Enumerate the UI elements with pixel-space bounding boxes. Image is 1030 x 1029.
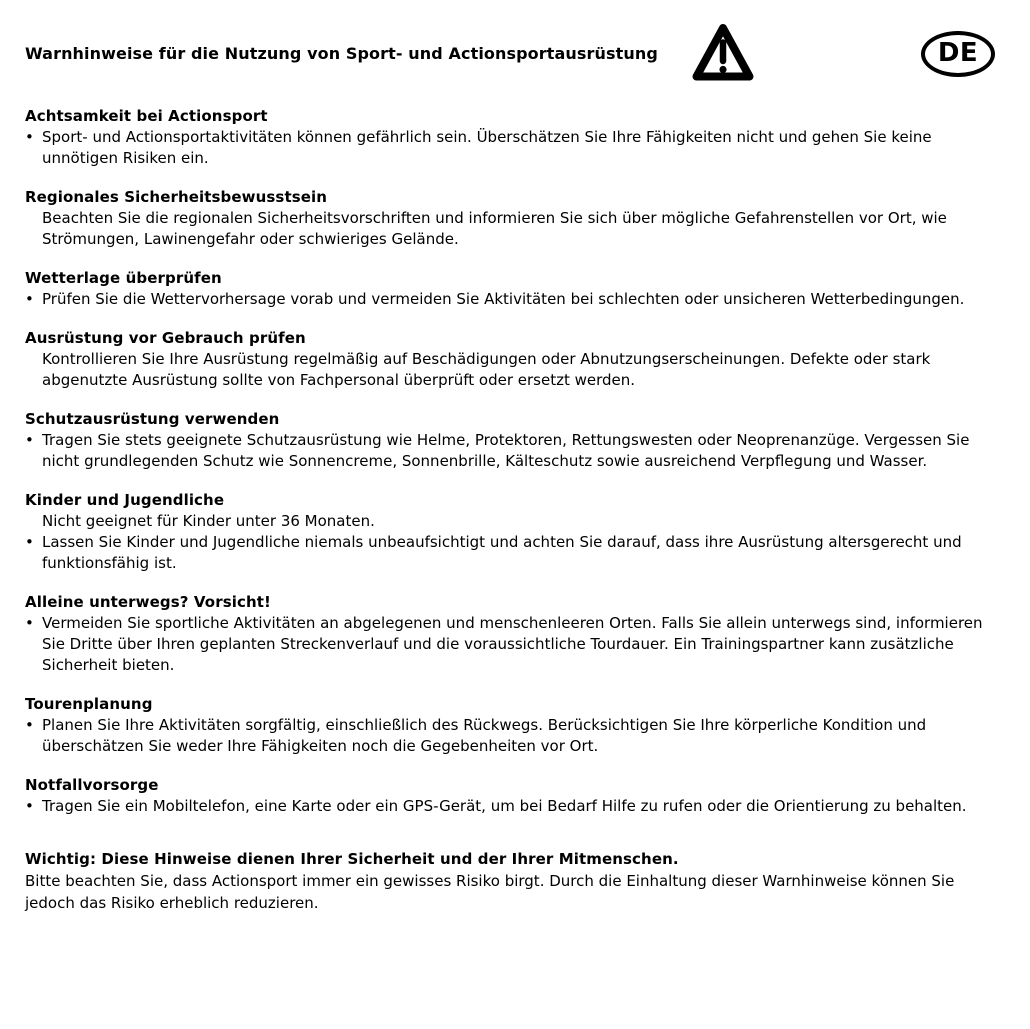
bullet-item — [25, 613, 1005, 676]
section-heading: Notfallvorsorge — [25, 776, 159, 794]
section-heading: Regionales Sicherheitsbewusstsein — [25, 188, 328, 206]
section-heading: Wetterlage überprüfen — [25, 269, 222, 287]
language-badge-label: DE — [937, 38, 979, 68]
bullet-marker: • — [25, 797, 34, 815]
warning-triangle-icon — [691, 22, 755, 84]
bullet-item — [25, 430, 1005, 472]
bullet-item — [25, 532, 1005, 574]
item-text: Tragen Sie ein Mobiltelefon, eine Karte oder ein GPS-Gerät, um bei Bedarf Hilfe zu rufen oder die Orientierung zu behalten. — [42, 797, 967, 815]
warning-section — [25, 106, 1005, 169]
warning-section — [25, 328, 1005, 391]
bullet-item — [25, 796, 1005, 817]
item-text: Tragen Sie stets geeignete Schutzausrüstung wie Helme, Protektoren, Rettungswesten oder Neoprenanzüge. Vergessen Sie nicht grundlegenden Schutz wie Sonnencreme, Sonnenbrille, Kälteschutz sowie ausreichend Verpflegung und Wasser. — [42, 431, 970, 470]
bullet-marker: • — [25, 290, 34, 308]
bullet-marker: • — [25, 716, 34, 734]
item-text: Vermeiden Sie sportliche Aktivitäten an abgelegenen und menschenleeren Orten. Falls Sie allein unterwegs sind, informieren Sie Dritte über Ihren geplanten Streckenverlauf und die voraussichtliche Tourdauer. Ein Trainingspartner kann zusätzliche Sicherheit bieten. — [42, 614, 983, 674]
warning-section — [25, 187, 1005, 250]
text-item — [25, 208, 1005, 250]
section-heading: Alleine unterwegs? Vorsicht! — [25, 593, 271, 611]
item-text: Beachten Sie die regionalen Sicherheitsvorschriften und informieren Sie sich über mögliche Gefahrenstellen vor Ort, wie Strömungen, Lawinengefahr oder schwieriges Gelände. — [42, 209, 947, 248]
bullet-item — [25, 127, 1005, 169]
document-footer — [25, 848, 1005, 914]
item-text: Planen Sie Ihre Aktivitäten sorgfältig, einschließlich des Rückwegs. Berücksichtigen Sie Ihre körperliche Kondition und überschätzen Sie weder Ihre Fähigkeiten noch die Gegebenheiten vor Ort. — [42, 716, 927, 755]
document-header — [25, 0, 1005, 106]
item-text: Lassen Sie Kinder und Jugendliche niemals unbeaufsichtigt und achten Sie darauf, dass ihre Ausrüstung altersgerecht und funktionsfähig ist. — [42, 533, 962, 572]
item-text: Kontrollieren Sie Ihre Ausrüstung regelmäßig auf Beschädigungen oder Abnutzungserscheinungen. Defekte oder stark abgenutzte Ausrüstung sollte von Fachpersonal überprüft oder ersetzt werden. — [42, 350, 931, 389]
sections-container — [25, 106, 1005, 817]
section-heading: Schutzausrüstung verwenden — [25, 410, 280, 428]
warning-section — [25, 775, 1005, 817]
bullet-marker: • — [25, 128, 34, 146]
section-heading: Ausrüstung vor Gebrauch prüfen — [25, 329, 306, 347]
footer-heading: Wichtig: Diese Hinweise dienen Ihrer Sicherheit und der Ihrer Mitmenschen. — [25, 850, 679, 868]
warning-section — [25, 694, 1005, 757]
warning-section — [25, 592, 1005, 676]
item-text: Nicht geeignet für Kinder unter 36 Monaten. — [42, 512, 375, 530]
item-text: Prüfen Sie die Wettervorhersage vorab und vermeiden Sie Aktivitäten bei schlechten oder unsicheren Wetterbedingungen. — [42, 290, 965, 308]
section-heading: Tourenplanung — [25, 695, 153, 713]
bullet-item — [25, 715, 1005, 757]
warning-section — [25, 268, 1005, 310]
bullet-marker: • — [25, 431, 34, 449]
text-item — [25, 349, 1005, 391]
page-title: Warnhinweise für die Nutzung von Sport- und Actionsportausrüstung — [25, 44, 658, 63]
section-heading: Kinder und Jugendliche — [25, 491, 225, 509]
warning-section — [25, 490, 1005, 574]
footer-text: Bitte beachten Sie, dass Actionsport immer ein gewisses Risiko birgt. Durch die Einhaltung dieser Warnhinweise können Sie jedoch das Risiko erheblich reduzieren. — [25, 872, 955, 912]
bullet-marker: • — [25, 614, 34, 632]
bullet-marker: • — [25, 533, 34, 551]
text-item — [25, 511, 1005, 532]
bullet-item — [25, 289, 1005, 310]
section-heading: Achtsamkeit bei Actionsport — [25, 107, 268, 125]
item-text: Sport- und Actionsportaktivitäten können gefährlich sein. Überschätzen Sie Ihre Fähigkeiten nicht und gehen Sie keine unnötigen Risiken ein. — [42, 128, 932, 167]
warning-section — [25, 409, 1005, 472]
language-badge — [921, 31, 995, 77]
